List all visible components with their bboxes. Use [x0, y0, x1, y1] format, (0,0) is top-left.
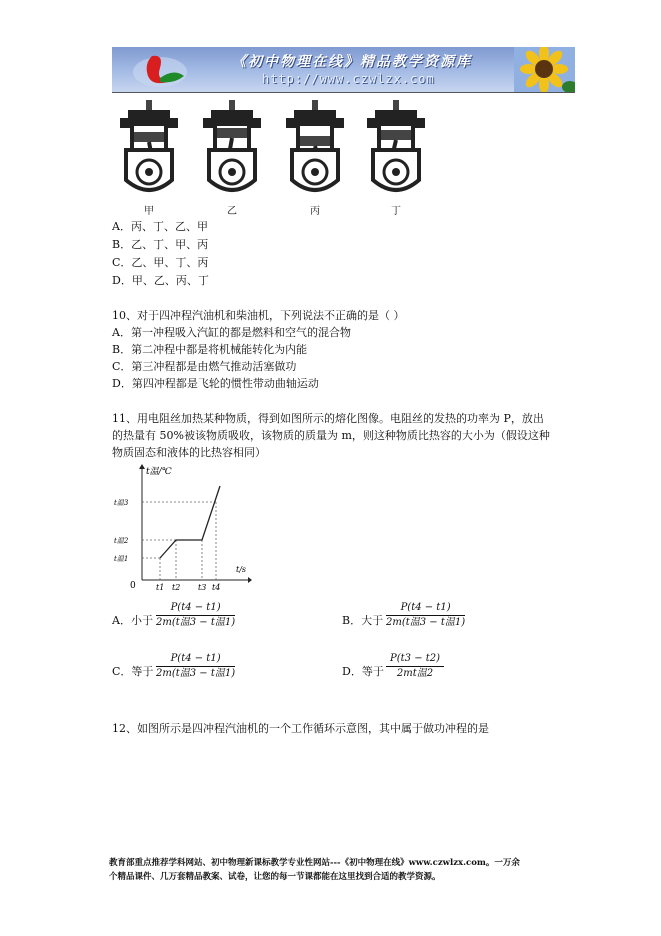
- q11-option-a-fraction: [156, 602, 235, 629]
- graph-x-tick-3: t3: [198, 583, 207, 592]
- graph-x-tick-1: t1: [156, 583, 165, 592]
- q11-option-b-fraction: [386, 602, 465, 629]
- engine-label-jia: 甲: [144, 206, 154, 217]
- graph-y-tick-1: t温1: [114, 555, 129, 563]
- q11-option-a-prefix: A．小于: [112, 614, 153, 627]
- q11-option-c-prefix: C．等于: [112, 665, 154, 678]
- footer-line-1: 教育部重点推荐学科网站、初中物理新课标教学专业性网站---《初中物理在线》www.czwlzx.com。一万余: [109, 858, 520, 868]
- q9-option-b: B．乙、丁、甲、丙: [112, 238, 209, 251]
- q11-option-d-denominator: 2mt温2: [396, 668, 434, 679]
- engine-figure-ding: [365, 100, 427, 198]
- q11-option-b-numerator: P(t4 − t1): [400, 602, 451, 613]
- q11-option-a-numerator: P(t4 − t1): [170, 602, 221, 613]
- q10-option-b: B．第二冲程中都是将机械能转化为内能: [112, 343, 308, 356]
- engine-figure-jia: [118, 100, 180, 198]
- q10-option-a: A．第一冲程吸入汽缸的都是燃料和空气的混合物: [112, 326, 351, 339]
- site-logo-icon: [130, 50, 190, 90]
- q11-option-c-fraction: [156, 653, 235, 680]
- q11-option-d-fraction: [386, 653, 444, 680]
- banner-title: 《初中物理在线》精品教学资源库: [232, 54, 472, 70]
- graph-y-axis-label: t温/℃: [146, 467, 172, 477]
- q11-option-b-denominator: 2m(t温3 − t温1): [386, 617, 466, 628]
- graph-origin-label: 0: [130, 581, 136, 591]
- q9-option-d: D．甲、乙、丙、丁: [112, 274, 209, 287]
- sunflower-icon: [514, 47, 575, 92]
- q9-option-c: C．乙、甲、丁、丙: [112, 256, 209, 269]
- q12-stem: 12、如图所示是四冲程汽油机的一个工作循环示意图，其中属于做功冲程的是: [112, 722, 489, 735]
- graph-x-tick-4: t4: [212, 583, 221, 592]
- q11-stem-line-2: 的热量有 50%被该物质吸收，该物质的质量为 m，则这种物质比热容的大小为（假设这种: [112, 429, 550, 442]
- q11-stem-line-3: 物质固态和液体的比热容相同）: [112, 446, 266, 459]
- q10-option-d: D．第四冲程都是飞轮的惯性带动曲轴运动: [112, 377, 319, 390]
- q11-option-a-denominator: 2m(t温3 − t温1): [156, 617, 236, 628]
- banner-url: http://www.czwlzx.com: [262, 72, 435, 86]
- engine-label-bing: 丙: [310, 206, 320, 217]
- q11-option-d-prefix: D．等于: [342, 665, 384, 678]
- footer-line-2: 个精品课件、几万套精品教案、试卷，让您的每一节课都能在这里找到合适的教学资源。: [109, 872, 441, 882]
- q10-option-c: C．第三冲程都是由燃气推动活塞做功: [112, 360, 297, 373]
- q9-option-a: A．丙、丁、乙、甲: [112, 220, 208, 233]
- graph-x-tick-2: t2: [172, 583, 181, 592]
- engine-label-yi: 乙: [227, 206, 237, 217]
- q11-option-d-numerator: P(t3 − t2): [390, 653, 441, 664]
- engine-figure-yi: [201, 100, 263, 198]
- q11-stem-line-1: 11、用电阻丝加热某种物质，得到如图所示的熔化图像。电阻丝的发热的功率为 P，放出: [112, 412, 544, 425]
- graph-x-axis-label: t/s: [236, 565, 247, 574]
- q11-option-c-numerator: P(t4 − t1): [170, 653, 221, 664]
- engine-label-ding: 丁: [391, 206, 401, 217]
- q11-option-b-prefix: B．大于: [342, 614, 384, 627]
- graph-y-tick-2: t温2: [114, 537, 129, 545]
- header-banner: [112, 47, 575, 93]
- graph-y-tick-3: t温3: [114, 499, 129, 507]
- q11-option-c-denominator: 2m(t温3 − t温1): [156, 668, 236, 679]
- q10-stem: 10、对于四冲程汽油机和柴油机，下列说法不正确的是（ ）: [112, 309, 405, 322]
- melting-graph: [112, 460, 252, 592]
- engine-figure-bing: [284, 100, 346, 198]
